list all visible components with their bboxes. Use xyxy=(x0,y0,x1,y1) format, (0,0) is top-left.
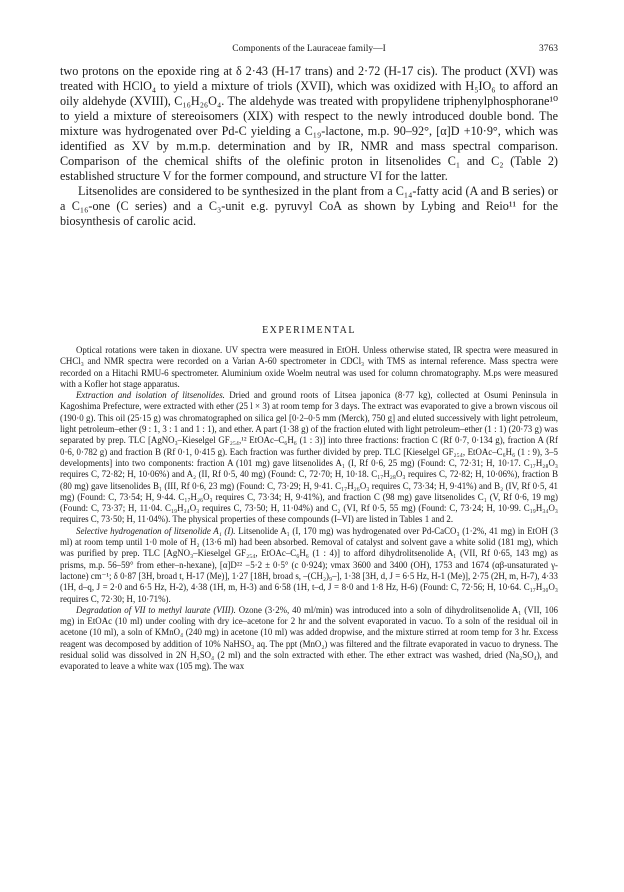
experimental-section xyxy=(60,345,558,673)
paragraph: Optical rotations were taken in dioxane. UV spectra were measured in EtOH. Unless otherwise stated, IR spectra were measured in CHCl₃ and NMR spectra were recorded on a Varian A-60 spectrometer in CDCl₃ with TMS as internal reference. Mass spectra were recorded on a Hitachi RMU-6 spectrometer. Aluminium oxide Woelm neutral was used for column chromatography. M.ps were measured with a Kofler hot stage apparatus. xyxy=(60,345,558,389)
running-title: Components of the Lauraceae family—I xyxy=(232,44,386,54)
section-heading: EXPERIMENTAL xyxy=(262,325,356,336)
page-number: 3763 xyxy=(539,44,558,54)
paragraph xyxy=(60,605,558,673)
paragraph-text: Dried and ground roots of Litsea japonica (8·77 kg), collected at Osumi Peninsula in Kagoshima Prefecture, were extracted with ether (25 l × 3) at room temp for 3 days. The extract was evaporated to give a brown viscous oil (190·0 g). This oil (25·15 g) was chromatographed on silica gel [0·2–0·5 mm (Merck), 750 g] and eluted successively with light petroleum, light petroleum–ether (9 : 1, 3 : 1 and 1 : 1), and ether. A part (1·38 g) of the fraction eluted with light petroleum–ether (1 : 1) (20·73 g) was separated by prep. TLC [AgNO₃–Kieselgel GF₂₅₄,¹² EtOAc–C₆H₆ (1 : 3)] into three fractions: fraction C (Rf 0·7, 0·134 g), fraction A (Rf 0·6, 0·782 g) and fraction B (Rf 0·1, 0·415 g). Each fraction was further divided by prep. TLC [Kieselgel GF₂₅₄, EtOAc–C₆H₆ (1 : 9), 3–5 developments] into two components: fraction A (101 mg) gave litsenolides A₁ (I, Rf 0·6, 25 mg) (Found: C, 72·31; H, 10·17. C₁₇H₂₈O₃ requires C, 72·82; H, 10·06%) and A₂ (II, Rf 0·5, 40 mg) (Found: C, 72·70; H, 10·18. C₁₇H₂₈O₃ requires C, 72·82; H, 10·06%), fraction B (80 mg) gave litsenolides B₁ (III, Rf 0·6, 23 mg) (Found: C, 73·29; H, 9·41. C₁₇H₂₆O₃ requires C, 73·34; H, 9·41%) and B₂ (IV, Rf 0·5, 41 mg) (Found: C, 73·54; H, 9·44. C₁₇H₂₆O₃ requires C, 73·34; H, 9·41%), and fraction C (98 mg) gave litsenolides C₁ (V, Rf 0·6, 19 mg) (Found: C, 73·37; H, 11·04. C₁₉H₃₄O₃ requires C, 73·50; H, 11·04%) and C₂ (VI, Rf 0·5, 55 mg) (Found: C, 73·24; H, 10·99. C₁₉H₃₄O₃ requires C, 73·50; H, 11·04%). The physical properties of these compounds (I–VI) are listed in Tables 1 and 2. xyxy=(60,390,558,525)
paragraph-text: Litsenolide A₁ (I, 170 mg) was hydrogenated over Pd-CaCO₃ (1·2%, 41 mg) in EtOH (3 ml) at room temp until 1·0 mole of H₂ (13·6 ml) had been absorbed. Removal of catalyst and solvent gave a white solid (181 mg), which was purified by prep. TLC [AgNO₃–Kieselgel GF₂₅₄, EtOAc–C₆H₆ (1 : 4)] to afford dihydrolitsenolide A₁ (VII, Rf 0·65, 143 mg) as prisms, m.p. 56–59° from ether–n-hexane), [α]D²² −5·2 ± 0·5° (c 0·924); νmax 3600 and 3400 (OH), 1753 and 1674 (αβ-unsaturated γ-lactone) cm⁻¹; δ 0·87 [3H, broad t, H-17 (Me)], 1·27 [18H, broad s, –(CH₂)₉–], 1·38 [3H, d, J = 6·5 Hz, H-1 (Me)], 2·75 (2H, m, H-7), 4·33 (1H, d–q, J = 2·0 and 6·5 Hz, H-2), 4·38 (1H, m, H-3) and 6·58 (1H, t–d, J = 8·0 and 1·8 Hz, H-6) (Found: C, 72·56; H, 10·64. C₁₇H₃₀O₃ requires C, 72·30; H, 10·71%). xyxy=(60,525,559,604)
paragraph-lead: Selective hydrogenation of litsenolide A₁ (I). xyxy=(76,525,236,536)
paragraph: two protons on the epoxide ring at δ 2·43 (H-17 trans) and 2·72 (H-17 cis). The product (XVI) was treated with HClO₄ to yield a mixture of triols (XVII), which was oxidized with H₅IO₆ to afford an oily aldehyde (XVIII), C₁₆H₂₆O₄. The aldehyde was treated with propylidene triphenylphosphorane¹⁰ to yield a mixture of stereoisomers (XIX) with respect to the newly introduced double bond. The mixture was hydrogenated over Pd-C yielding a C₁₉-lactone, m.p. 90–92°, [α]D +10·9°, which was identified as XV by m.m.p. determination and by IR, NMR and mass spectral comparison. Comparison of the chemical shifts of the olefinic proton in litsenolides C₁ and C₂ (Table 2) established structure V for the former compound, and structure VI for the latter. xyxy=(60,64,558,183)
paragraph-text: Ozone (3·2%, 40 ml/min) was introduced into a soln of dihydrolitsenolide A₁ (VII, 106 mg) in EtOAc (10 ml) under cooling with dry ice–acetone for 2 hr and the solvent evaporated in vacuo. To a soln of the residual oil in acetone (10 ml), a soln of KMnO₄ (240 mg) in acetone (10 ml) was added dropwise, and the mixture stirred at room temp for 3 hr. Excess reagent was decomposed by addition of 10% NaHSO₃ aq. The ppt (MnO₂) was filtered and the filtrate evaporated in vacuo to dryness. The residual solid was dissolved in 2N H₂SO₄ (2 ml) and the soln extracted with ether. The ether extract was washed, dried (Na₂SO₄), and evaporated to leave a white wax (105 mg). The wax xyxy=(60,604,558,672)
paragraph: Litsenolides are considered to be synthesized in the plant from a C₁₄-fatty acid (A and B series) or a C₁₆-one (C series) and a C₃-unit e.g. pyruvyl CoA as shown by Lybing and Reio¹¹ for the biosynthesis of carolic acid. xyxy=(60,184,558,228)
body-text xyxy=(60,64,558,229)
running-header xyxy=(60,44,558,58)
paragraph xyxy=(60,526,558,605)
paragraph-lead: Extraction and isolation of litsenolides. xyxy=(76,390,225,401)
paragraph xyxy=(60,390,558,526)
paragraph-lead: Degradation of VII to methyl laurate (VIII). xyxy=(76,604,236,615)
